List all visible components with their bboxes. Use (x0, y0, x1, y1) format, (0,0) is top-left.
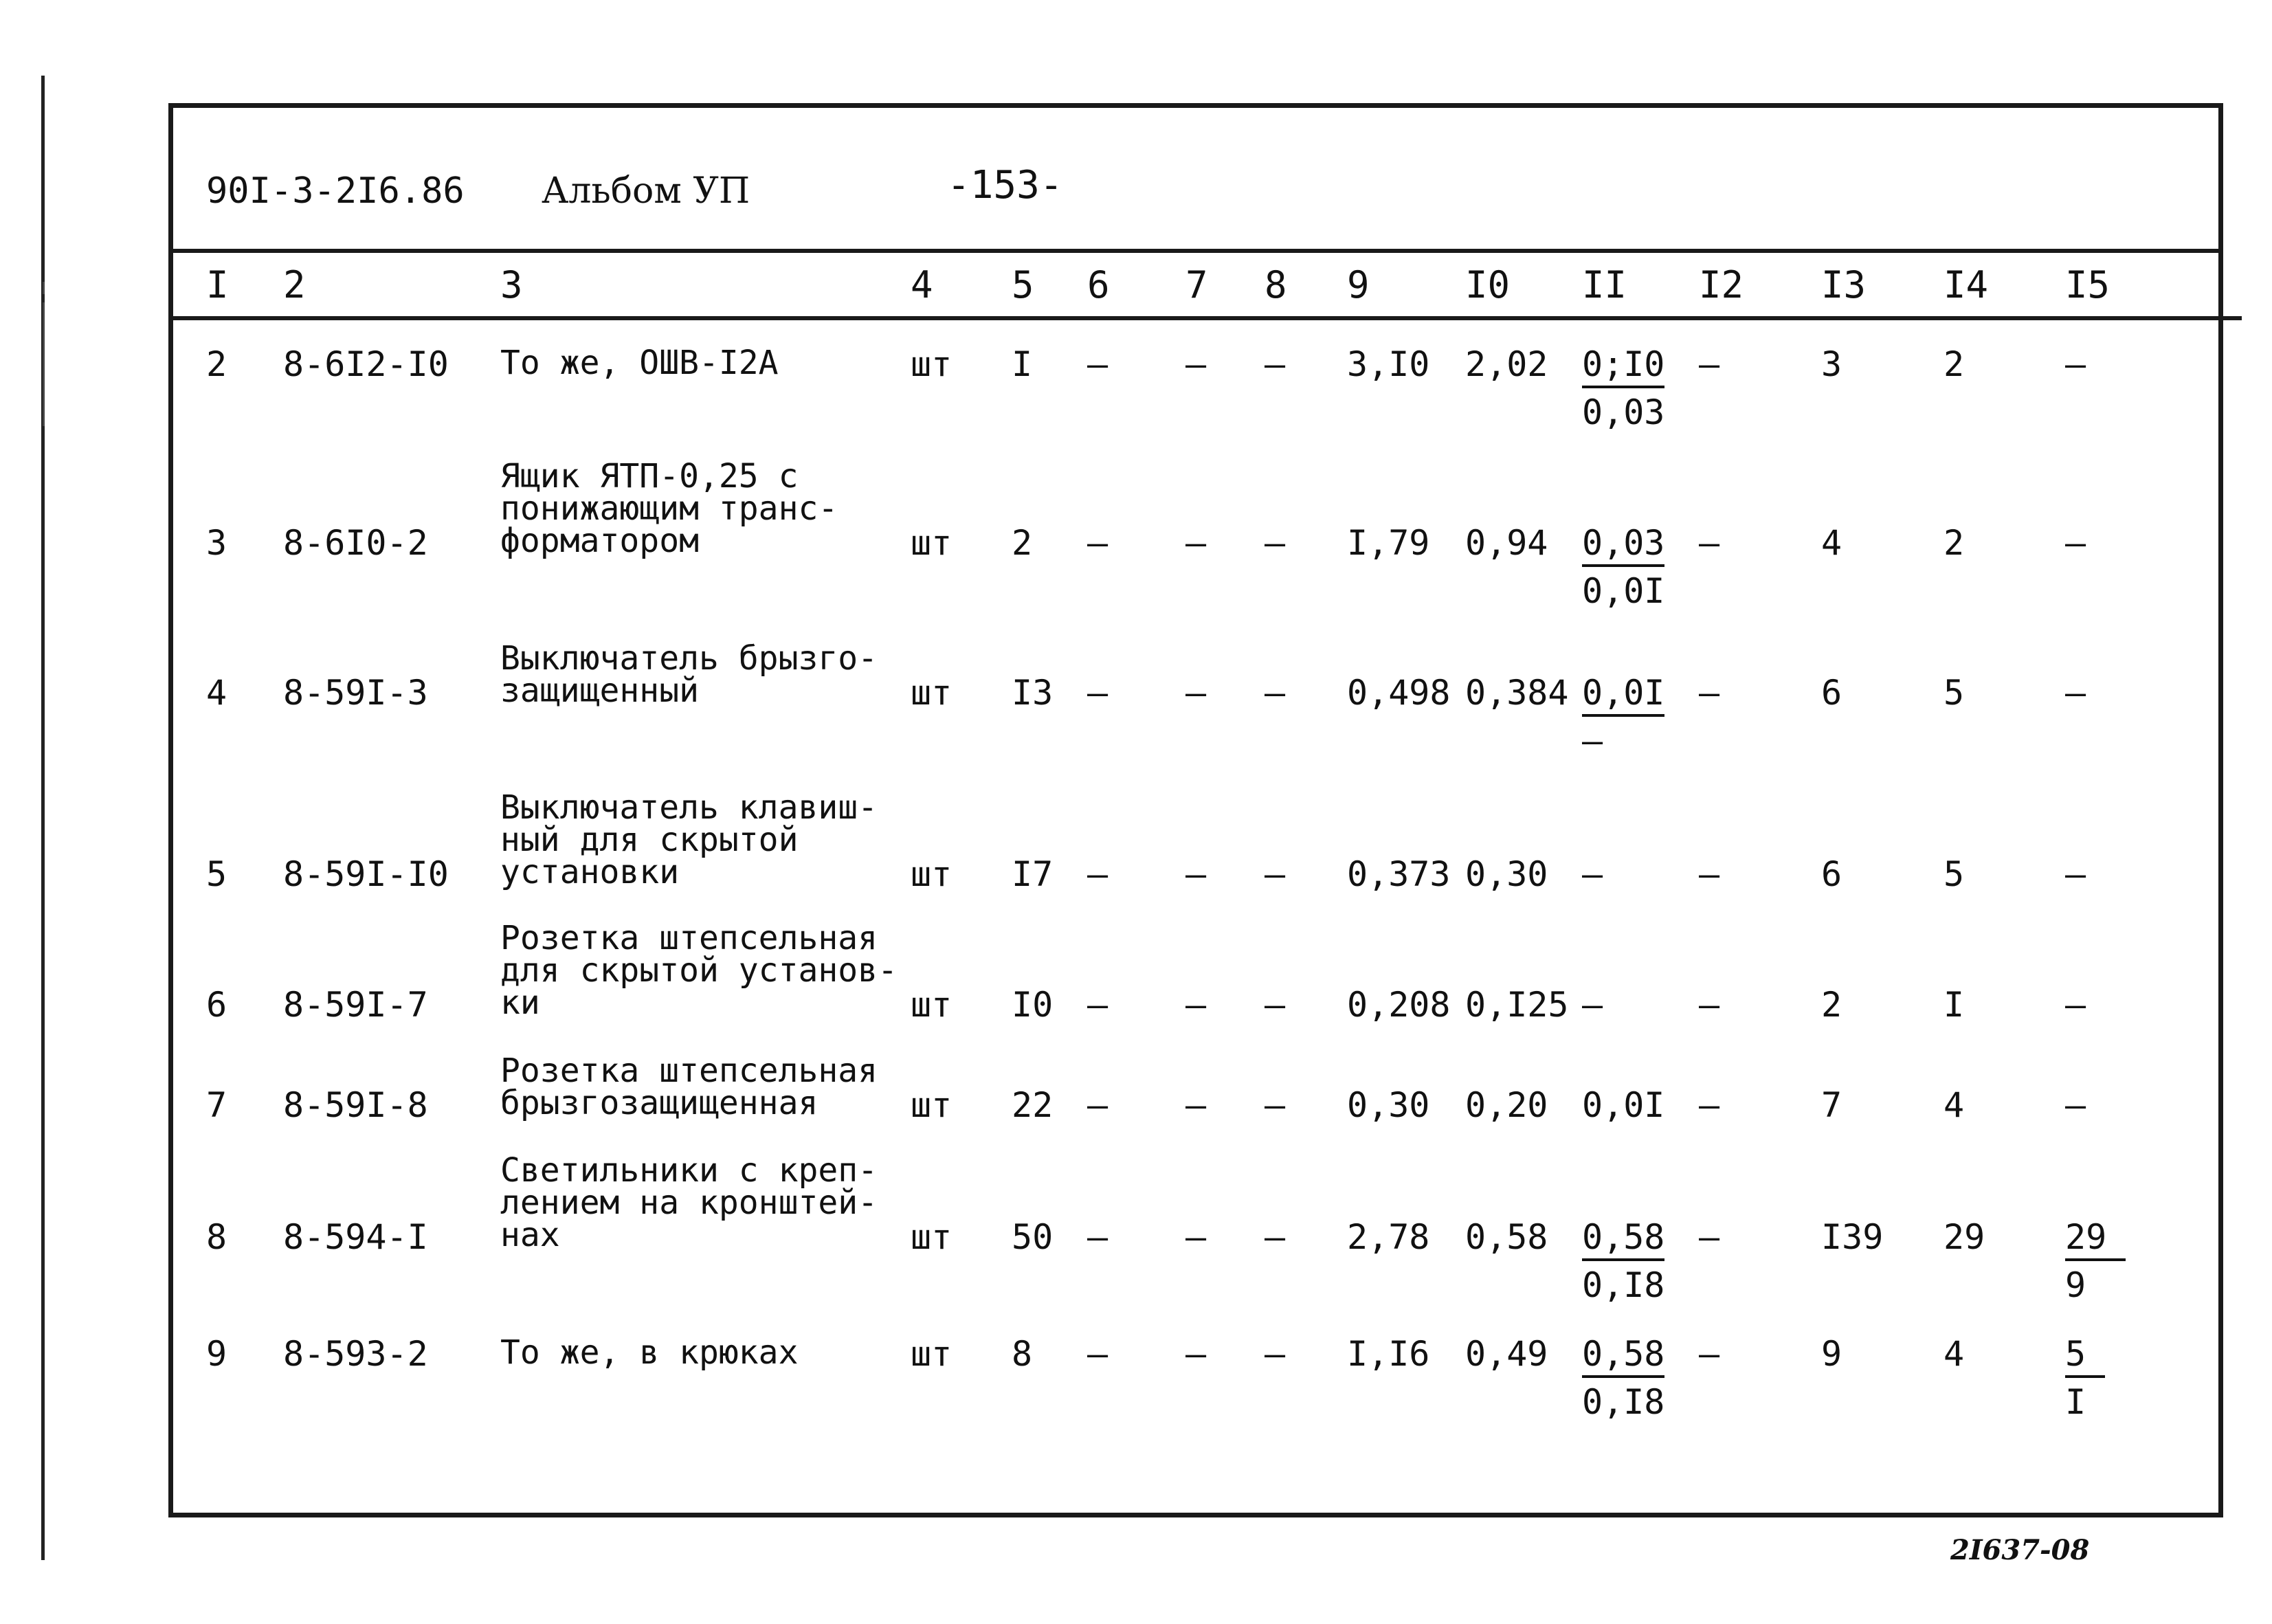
cell-c10: 0,20 (1465, 1085, 1548, 1125)
binding-margin-line (41, 76, 45, 1560)
cell-name-line: Ящик ЯТП-0,25 с (500, 457, 799, 496)
column-header-6: 6 (1087, 263, 1110, 307)
cell-name-line: ки (500, 983, 540, 1022)
cell-c14: I (1944, 985, 1965, 1025)
cell-c7: – (1185, 523, 1207, 563)
cell-code: 8-593-2 (283, 1334, 428, 1374)
cell-c8: – (1265, 1217, 1286, 1257)
cell-c15-denominator: I (2065, 1382, 2086, 1422)
cell-c6: – (1087, 344, 1109, 384)
cell-c9: I,79 (1347, 523, 1430, 563)
column-header-4: 4 (911, 263, 933, 307)
cell-c15: – (2065, 344, 2086, 384)
cell-c15: – (2065, 673, 2086, 713)
cell-n: 3 (206, 523, 227, 563)
cell-c9: 3,I0 (1347, 344, 1430, 384)
cell-n: 2 (206, 344, 227, 384)
cell-c12: – (1699, 523, 1720, 563)
cell-c12: – (1699, 1217, 1720, 1257)
cell-n: 8 (206, 1217, 227, 1257)
cell-name-line: Выключатель клавиш- (500, 788, 878, 827)
cell-c12: – (1699, 673, 1720, 713)
cell-c14: 2 (1944, 344, 1965, 384)
cell-c14: 2 (1944, 523, 1965, 563)
column-header-1: I (206, 263, 229, 307)
cell-c15: – (2065, 523, 2086, 563)
cell-c10: 0,58 (1465, 1217, 1548, 1257)
cell-c8: – (1265, 1334, 1286, 1374)
column-header-12: I2 (1699, 263, 1744, 307)
cell-c12: – (1699, 344, 1720, 384)
cell-c13: 6 (1821, 854, 1842, 894)
cell-c7: – (1185, 1334, 1207, 1374)
cell-c6: – (1087, 673, 1109, 713)
cell-c6: – (1087, 985, 1109, 1025)
column-header-9: 9 (1347, 263, 1370, 307)
document-code: 90I-3-2I6.86 (206, 170, 465, 212)
cell-qty: I7 (1012, 854, 1054, 894)
cell-c13: 6 (1821, 673, 1842, 713)
cell-code: 8-59I-8 (283, 1085, 428, 1125)
cell-c11-numerator: 0,58 (1582, 1220, 1664, 1261)
cell-unit: шт (911, 523, 953, 563)
cell-c10: 0,30 (1465, 854, 1548, 894)
cell-code: 8-6I2-I0 (283, 344, 449, 384)
cell-c14: 4 (1944, 1334, 1965, 1374)
cell-c15-numerator: 5 (2065, 1337, 2105, 1378)
column-header-8: 8 (1265, 263, 1287, 307)
cell-name-line: нах (500, 1216, 560, 1254)
cell-c12: – (1699, 1085, 1720, 1125)
cell-c11-numerator: 0;I0 (1582, 347, 1664, 388)
cell-name-line: лением на кронштей- (500, 1183, 878, 1222)
cell-c7: – (1185, 344, 1207, 384)
cell-qty: 8 (1012, 1334, 1033, 1374)
cell-c6: – (1087, 1085, 1109, 1125)
cell-name-line: То же, в крюках (500, 1333, 799, 1372)
cell-c10: 0,I25 (1465, 985, 1569, 1025)
cell-c7: – (1185, 854, 1207, 894)
cell-name-line: форматором (500, 522, 699, 560)
cell-c8: – (1265, 673, 1286, 713)
cell-c14: 5 (1944, 673, 1965, 713)
cell-unit: шт (911, 1085, 953, 1125)
cell-c8: – (1265, 854, 1286, 894)
cell-c13: I39 (1821, 1217, 1884, 1257)
column-header-5: 5 (1012, 263, 1034, 307)
cell-name-line: То же, ОШВ-I2А (500, 344, 779, 382)
cell-code: 8-6I0-2 (283, 523, 428, 563)
cell-c11-numerator: 0,0I (1582, 676, 1664, 717)
cell-c7: – (1185, 673, 1207, 713)
cell-c15: – (2065, 1085, 2086, 1125)
cell-c9: 0,208 (1347, 985, 1451, 1025)
cell-c12: – (1699, 854, 1720, 894)
cell-c7: – (1185, 1085, 1207, 1125)
cell-c6: – (1087, 854, 1109, 894)
cell-code: 8-59I-3 (283, 673, 428, 713)
cell-c6: – (1087, 523, 1109, 563)
cell-c13: 7 (1821, 1085, 1842, 1125)
cell-name-line: защищенный (500, 671, 699, 710)
cell-c15: – (2065, 854, 2086, 894)
cell-unit: шт (911, 344, 953, 384)
cell-c7: – (1185, 1217, 1207, 1257)
cell-name-line: Розетка штепсельная (500, 1052, 878, 1090)
margin-tick (43, 302, 45, 426)
margin-tick (43, 282, 45, 294)
column-header-14: I4 (1944, 263, 1989, 307)
cell-c15: – (2065, 985, 2086, 1025)
cell-n: 7 (206, 1085, 227, 1125)
cell-qty: 2 (1012, 523, 1033, 563)
cell-c12: – (1699, 1334, 1720, 1374)
cell-c11-numerator: 0,58 (1582, 1337, 1664, 1378)
column-header-13: I3 (1821, 263, 1867, 307)
cell-c11: – (1582, 854, 1603, 894)
cell-name-line: понижающим транс- (500, 489, 838, 528)
cell-c6: – (1087, 1217, 1109, 1257)
cell-c9: 2,78 (1347, 1217, 1430, 1257)
cell-c13: 9 (1821, 1334, 1842, 1374)
cell-code: 8-59I-I0 (283, 854, 449, 894)
cell-qty: 50 (1012, 1217, 1054, 1257)
cell-c10: 2,02 (1465, 344, 1548, 384)
column-header-15: I5 (2065, 263, 2110, 307)
document-frame (168, 103, 2223, 1517)
cell-code: 8-59I-7 (283, 985, 428, 1025)
header-rule-top (173, 249, 2223, 253)
cell-c11: 0,0I (1582, 1085, 1665, 1125)
cell-qty: I3 (1012, 673, 1054, 713)
cell-c9: I,I6 (1347, 1334, 1430, 1374)
cell-c11-denominator: 0,03 (1582, 392, 1665, 432)
cell-unit: шт (911, 1217, 953, 1257)
cell-name-line: Светильники с креп- (500, 1151, 878, 1190)
cell-n: 5 (206, 854, 227, 894)
cell-c11-numerator: 0,03 (1582, 526, 1664, 567)
cell-name-line: Розетка штепсельная (500, 919, 878, 957)
cell-name-line: брызгозащищенная (500, 1084, 818, 1122)
cell-c8: – (1265, 1085, 1286, 1125)
cell-c11-denominator: 0,0I (1582, 571, 1665, 611)
cell-c13: 2 (1821, 985, 1842, 1025)
header-rule-bottom (173, 316, 2242, 320)
cell-c15-numerator: 29 (2065, 1220, 2126, 1261)
cell-name-line: Выключатель брызго- (500, 639, 878, 678)
cell-c14: 29 (1944, 1217, 1985, 1257)
cell-c7: – (1185, 985, 1207, 1025)
cell-c10: 0,49 (1465, 1334, 1548, 1374)
cell-c13: 3 (1821, 344, 1842, 384)
cell-c8: – (1265, 985, 1286, 1025)
page-number: -153- (947, 163, 1063, 208)
cell-c6: – (1087, 1334, 1109, 1374)
cell-c8: – (1265, 523, 1286, 563)
cell-unit: шт (911, 673, 953, 713)
cell-c10: 0,94 (1465, 523, 1548, 563)
cell-c12: – (1699, 985, 1720, 1025)
cell-c14: 4 (1944, 1085, 1965, 1125)
album-label: Альбом УП (542, 170, 750, 212)
cell-c11: – (1582, 985, 1603, 1025)
cell-name-line: для скрытой установ- (500, 951, 898, 990)
column-header-2: 2 (283, 263, 306, 307)
cell-code: 8-594-I (283, 1217, 428, 1257)
cell-n: 4 (206, 673, 227, 713)
cell-c9: 0,373 (1347, 854, 1451, 894)
cell-c11-denominator: 0,I8 (1582, 1382, 1665, 1422)
cell-qty: I (1012, 344, 1033, 384)
cell-n: 6 (206, 985, 227, 1025)
cell-c15-denominator: 9 (2065, 1265, 2086, 1305)
cell-qty: I0 (1012, 985, 1054, 1025)
cell-unit: шт (911, 985, 953, 1025)
cell-c9: 0,30 (1347, 1085, 1430, 1125)
cell-unit: шт (911, 1334, 953, 1374)
column-header-7: 7 (1185, 263, 1208, 307)
cell-c13: 4 (1821, 523, 1842, 563)
cell-n: 9 (206, 1334, 227, 1374)
column-header-3: 3 (500, 263, 523, 307)
cell-name-line: ный для скрытой (500, 821, 799, 859)
archive-stamp: 2I637-08 (1950, 1534, 2090, 1566)
cell-c10: 0,384 (1465, 673, 1569, 713)
cell-c9: 0,498 (1347, 673, 1451, 713)
cell-unit: шт (911, 854, 953, 894)
cell-qty: 22 (1012, 1085, 1054, 1125)
column-header-10: I0 (1465, 263, 1511, 307)
column-header-11: II (1582, 263, 1627, 307)
cell-c14: 5 (1944, 854, 1965, 894)
cell-c11-denominator: 0,I8 (1582, 1265, 1665, 1305)
cell-c8: – (1265, 344, 1286, 384)
cell-name-line: установки (500, 853, 680, 891)
cell-c11-denominator: – (1582, 721, 1603, 761)
